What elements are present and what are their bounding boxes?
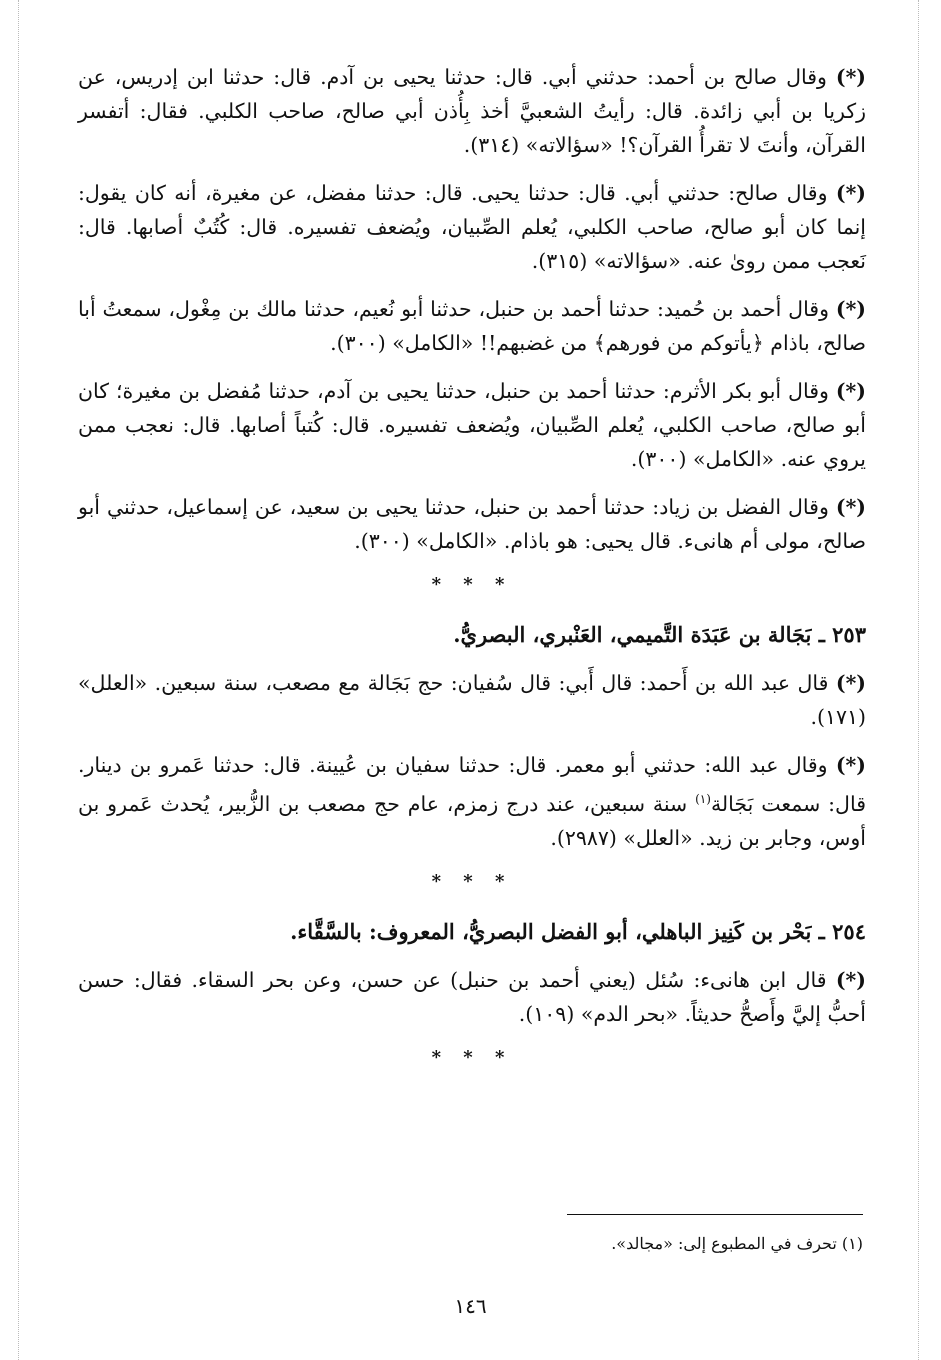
paragraph-text: وقال عبد الله: حدثني أبو معمر. قال: حدثنا سفيان بن عُيينة. قال: حدثنا عَمرو بن دينار. قال: سمعت بَجَالة xyxy=(78,753,866,816)
paragraph-marker: (*) xyxy=(835,65,866,89)
paragraph-text: وقال صالح بن أحمد: حدثني أبي. قال: حدثنا يحيى بن آدم. قال: حدثنا ابن إدريس، عن زكريا بن أبي زائدة. قال: رأيتُ الشعبيَّ أخذ بِأُذن أبي صالح، صاحب الكلبي. فقال: أتفسر القرآن، وأنتَ لا تقرأُ القرآن؟! «سؤالاته» (٣١٤). xyxy=(78,65,866,157)
entry-253-paragraph-2 xyxy=(78,748,866,855)
paragraph-2 xyxy=(78,176,866,278)
paragraph-1 xyxy=(78,60,866,162)
entry-heading-253: ٢٥٣ ـ بَجَالة بن عَبَدَة التَّميمي، العَنْبري، البصريُّ. xyxy=(453,622,866,647)
footnote-divider xyxy=(567,1214,863,1215)
paragraph-marker: (*) xyxy=(835,379,866,403)
section-separator: * * * xyxy=(431,1046,513,1068)
page-number: ١٤٦ xyxy=(454,1294,487,1318)
paragraph-3 xyxy=(78,292,866,360)
page-body xyxy=(78,60,866,1091)
entry-254-paragraph-1 xyxy=(78,963,866,1031)
paragraph-marker: (*) xyxy=(835,967,866,992)
paragraph-marker: (*) xyxy=(835,495,866,519)
right-edge-dots xyxy=(918,0,919,1360)
paragraph-text: وقال صالح: حدثني أبي. قال: حدثنا يحيى. قال: حدثنا مفضل، عن مغيرة، أنه كان يقول: إنما كان أبو صالح، صاحب الكلبي، يُعلم الصِّبيان، ويُضعف تفسيره. قال: كُتُبٌ أصابها. قال: نَعجب ممن روىٰ عنه. «سؤالاته» (٣١٥). xyxy=(78,181,866,273)
entry-heading-254: ٢٥٤ ـ بَحْر بن كَنِيز الباهلي، أبو الفضل البصريُّ، المعروف: بالسَّقَّاء. xyxy=(290,918,866,944)
footnote: (١) تحرف في المطبوع إلى: «مجالد». xyxy=(611,1234,863,1253)
paragraph-text: قال ابن هانىء: سُئل (يعني أحمد بن حنبل) عن حسن، وعن بحر السقاء. فقال: حسن أحبُّ إليَّ وأَصحُّ حديثاً. «بحر الدم» (١٠٩). xyxy=(78,967,866,1026)
paragraph-marker: (*) xyxy=(835,181,866,205)
section-separator: * * * xyxy=(431,574,513,595)
footnote-reference: (١) xyxy=(695,792,711,806)
paragraph-text: وقال الفضل بن زياد: حدثنا أحمد بن حنبل، حدثنا يحيى بن سعيد، عن إسماعيل، حدثني أبو صالح، مولى أم هانىء. قال يحيى: هو باذام. «الكامل» (٣٠٠). xyxy=(78,495,866,553)
paragraph-text: وقال أبو بكر الأثرم: حدثنا أحمد بن حنبل، حدثنا يحيى بن آدم، حدثنا مُفضل بن مغيرة؛ كان أبو صالح، صاحب الكلبي، يُعلم الصِّبيان، ويُضعف تفسيره. قال: كُتباً أصابها. قال: نعجب ممن يروي عنه. «الكامل» (٣٠٠). xyxy=(78,379,866,471)
paragraph-marker: (*) xyxy=(835,297,866,321)
paragraph-text: وقال أحمد بن حُميد: حدثنا أحمد بن حنبل، حدثنا أبو نُعيم، حدثنا مالك بن مِغْول، سمعتُ أبا صالح، باذام ﴿يأتوكم من فورهم﴾ من غضبهم!! «الكامل» (٣٠٠). xyxy=(78,297,866,355)
entry-253-paragraph-1 xyxy=(78,666,866,734)
paragraph-marker: (*) xyxy=(835,671,866,695)
left-edge-dots xyxy=(18,0,19,1360)
section-separator: * * * xyxy=(431,870,513,892)
paragraph-5 xyxy=(78,490,866,558)
paragraph-text: قال عبد الله بن أَحمد: قال أَبي: قال سُفيان: حج بَجَالة مع مصعب، سنة سبعين. «العلل» (١٧١). xyxy=(78,671,866,729)
paragraph-text-continued: سنة سبعين، عند درج زمزم، عام حج مصعب بن الزُّبير، يُحدث عَمرو بن أوس، وجابر بن زيد. «العلل» (٢٩٨٧). xyxy=(78,791,866,850)
paragraph-marker: (*) xyxy=(835,753,866,777)
paragraph-4 xyxy=(78,374,866,476)
